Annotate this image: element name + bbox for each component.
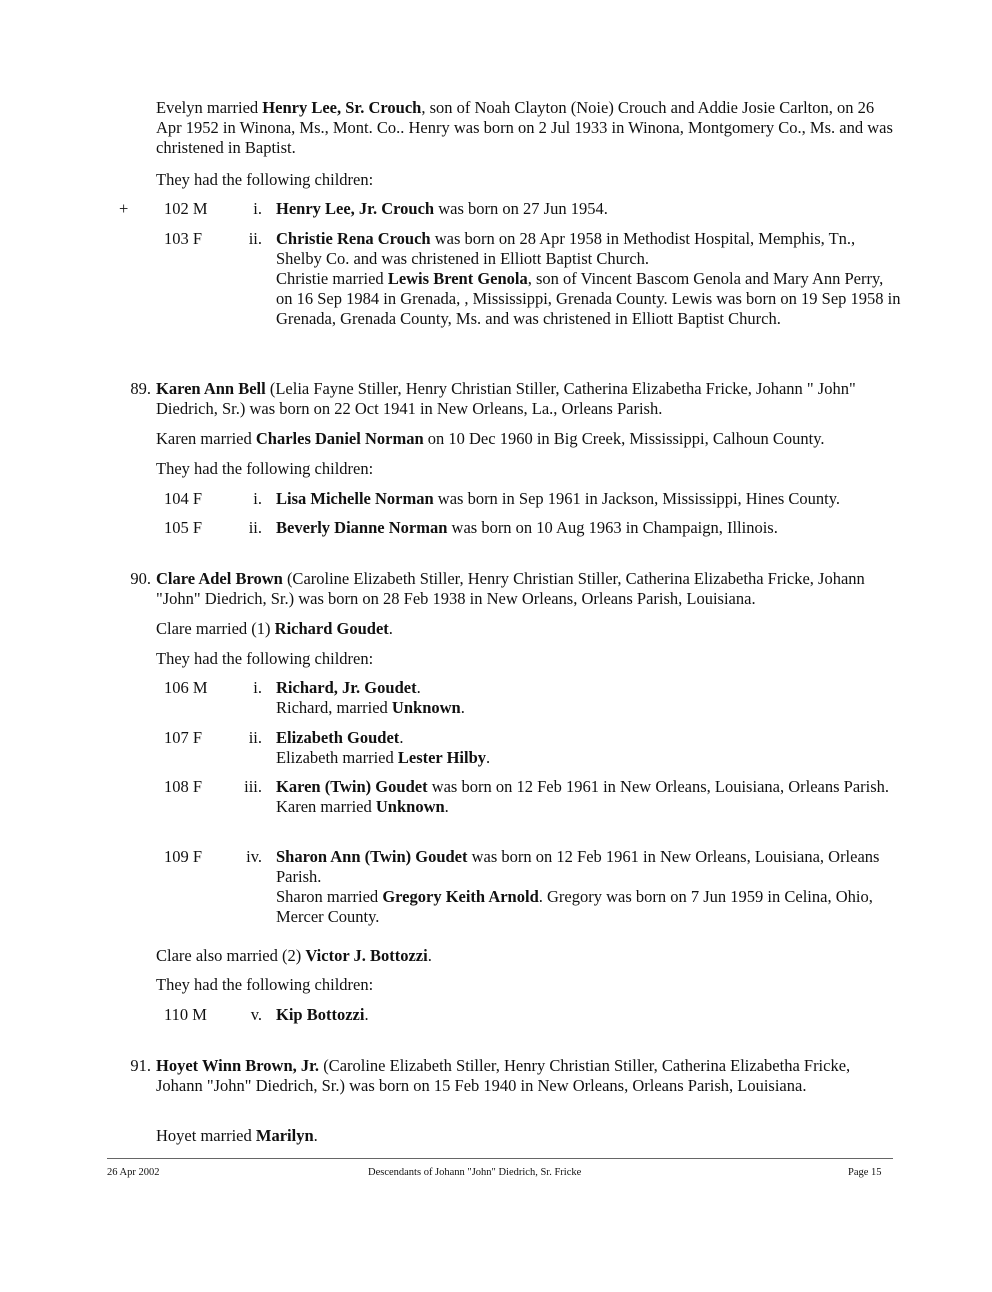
- entry-number: 89.: [130, 379, 151, 398]
- child-roman-numeral: v.: [250, 1005, 262, 1024]
- child-id: 104 F: [164, 489, 203, 508]
- child-roman-numeral: iv.: [246, 847, 262, 866]
- children-intro: They had the following children:: [156, 975, 374, 994]
- footer-title: Descendants of Johann "John" Diedrich, Sr. Fricke: [368, 1167, 582, 1178]
- child-id: 105 F: [164, 518, 203, 537]
- child-id: 103 F: [164, 229, 203, 248]
- child-id: 108 F: [164, 777, 203, 796]
- child-entry: Lisa Michelle Norman was born in Sep 1961 in Jackson, Mississippi, Hines County.: [276, 489, 841, 508]
- child-roman-numeral: iii.: [244, 777, 262, 796]
- child-id: 107 F: [164, 728, 203, 747]
- children-intro: They had the following children:: [156, 170, 374, 189]
- spouse-paragraph: Hoyet married Marilyn.: [156, 1126, 318, 1145]
- child-roman-numeral: ii.: [248, 518, 262, 537]
- person-entry: Hoyet Winn Brown, Jr. (Caroline Elizabeth Stiller, Henry Christian Stiller, Catherina Elizabetha Fricke, Johann "John" Diedrich, Sr.) was born on 15 Feb 1940 in New Orleans, Orleans Parish, Louisiana.: [156, 1056, 851, 1095]
- children-intro: They had the following children:: [156, 459, 374, 478]
- person-entry: Clare Adel Brown (Caroline Elizabeth Stiller, Henry Christian Stiller, Catherina Elizabetha Fricke, Johann "John" Diedrich, Sr.) was born on 28 Feb 1938 in New Orleans, Orleans Parish, Louisiana.: [156, 569, 865, 608]
- child-entry: Henry Lee, Jr. Crouch was born on 27 Jun 1954.: [276, 199, 608, 218]
- entry-number: 90.: [130, 569, 151, 588]
- child-entry: Beverly Dianne Norman was born on 10 Aug 1963 in Champaign, Illinois.: [276, 518, 778, 537]
- entry-number: 91.: [130, 1056, 151, 1075]
- spouse-paragraph: Clare married (1) Richard Goudet.: [156, 619, 393, 638]
- child-roman-numeral: i.: [253, 489, 262, 508]
- footer-page-number: Page 15: [848, 1167, 882, 1178]
- child-id: 102 M: [164, 199, 208, 218]
- person-entry: Karen Ann Bell (Lelia Fayne Stiller, Henry Christian Stiller, Catherina Elizabetha Fricke, Johann " John" Diedrich, Sr.) was born on 22 Oct 1941 in New Orleans, La., Orleans Parish.: [156, 379, 856, 418]
- footer-rule: [107, 1158, 893, 1159]
- child-entry: Richard, Jr. Goudet. Richard, married Unknown.: [276, 678, 465, 717]
- child-entry: Kip Bottozzi.: [276, 1005, 369, 1024]
- child-id: 106 M: [164, 678, 208, 697]
- child-id: 109 F: [164, 847, 203, 866]
- spouse-paragraph: Evelyn married Henry Lee, Sr. Crouch, son of Noah Clayton (Noie) Crouch and Addie Josie Carlton, on 26 Apr 1952 in Winona, Ms., Mont. Co.. Henry was born on 2 Jul 1933 in Winona, Montgomery Co., Ms. and was christened in Baptist.: [156, 98, 893, 157]
- footer-date: 26 Apr 2002: [107, 1167, 160, 1178]
- child-roman-numeral: ii.: [248, 229, 262, 248]
- has-descendants-marker: +: [119, 199, 129, 218]
- child-id: 110 M: [164, 1005, 207, 1024]
- spouse-paragraph: Karen married Charles Daniel Norman on 10 Dec 1960 in Big Creek, Mississippi, Calhoun County.: [156, 429, 825, 448]
- spouse-name: Henry Lee, Sr. Crouch: [262, 98, 422, 117]
- child-roman-numeral: i.: [253, 199, 262, 218]
- child-entry: Christie Rena Crouch was born on 28 Apr 1958 in Methodist Hospital, Memphis, Tn., Shelby Co. and was christened in Elliott Baptist Church. Christie married Lewis Brent Genola, son of Vincent Bascom Genola and Mary Ann Perry, on 16 Sep 1984 in Grenada, , Mississippi, Grenada County. Lewis was born on 19 Sep 1958 in Grenada, Grenada County, Ms. and was christened in Elliott Baptist Church.: [276, 229, 901, 328]
- children-intro: They had the following children:: [156, 649, 374, 668]
- child-entry: Elizabeth Goudet. Elizabeth married Lester Hilby.: [276, 728, 491, 767]
- child-roman-numeral: ii.: [248, 728, 262, 747]
- spouse-paragraph: Clare also married (2) Victor J. Bottozzi.: [156, 946, 432, 965]
- child-entry: Karen (Twin) Goudet was born on 12 Feb 1961 in New Orleans, Louisiana, Orleans Parish. Karen married Unknown.: [276, 777, 890, 816]
- child-roman-numeral: i.: [253, 678, 262, 697]
- child-entry: Sharon Ann (Twin) Goudet was born on 12 Feb 1961 in New Orleans, Louisiana, Orleans Parish. Sharon married Gregory Keith Arnold. Gregory was born on 7 Jun 1959 in Celina, Ohio, Mercer County.: [276, 847, 880, 926]
